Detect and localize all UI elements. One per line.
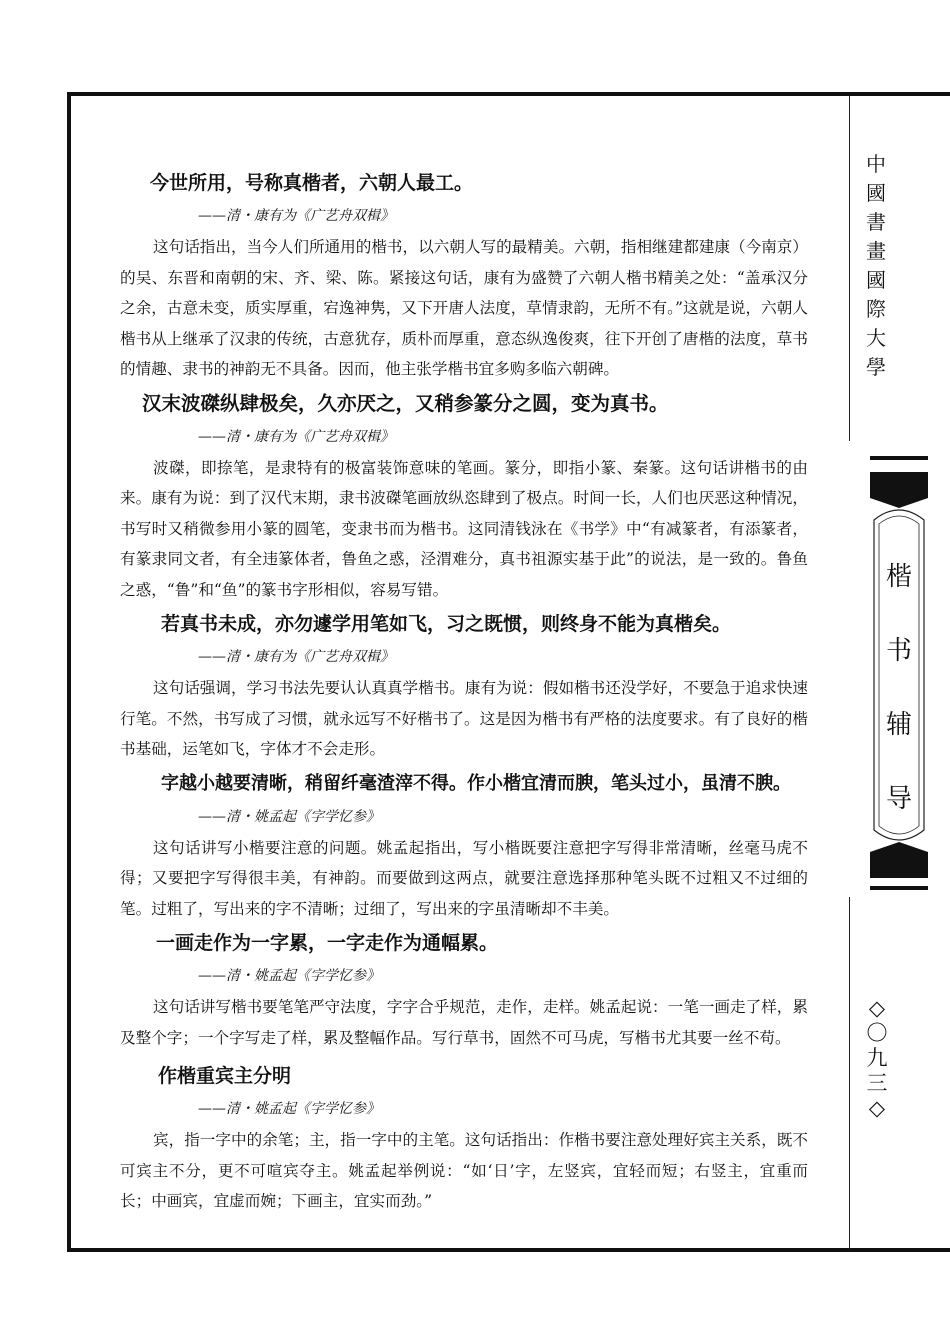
quote-entry: [120, 609, 808, 765]
quote-heading: 今世所用，号称真楷者，六朝人最工。: [150, 172, 474, 194]
page-number-char: 三: [866, 1071, 888, 1095]
commentary-text: 这句话讲写小楷要注意的问题。姚孟起指出，写小楷既要注意把字写得非常清晰，丝毫马虎不得；又要把字写得很丰美，有神韵。而要做到这两点，就要注意选择那种笔头既不过粗又不过细的笔。过粗了，写出来的字不清晰；过细了，写出来的字虽清晰却不丰美。: [120, 838, 808, 918]
quote-source: ——清・康有为《广艺舟双楫》: [198, 208, 394, 224]
quote-entry: [120, 389, 808, 606]
quote-heading: 字越小越要清晰，稍留纤毫渣滓不得。作小楷宜清而腴，笔头过小，虽清不腴。: [161, 772, 791, 794]
quote-entry: [120, 1061, 808, 1217]
quote-heading: 作楷重宾主分明: [158, 1065, 292, 1087]
section-char: 辅: [885, 710, 912, 740]
sidebar-divider-bottom: [849, 897, 850, 1249]
main-content: [120, 168, 808, 1221]
quote-heading: 一画走作为一字累，一字走作为通幅累。: [156, 932, 499, 954]
section-title-vertical: [870, 540, 928, 836]
title-char: 書: [866, 210, 886, 234]
page-number-char: 〇: [866, 1021, 888, 1045]
quote-source: ——清・姚孟起《字学忆参》: [198, 968, 380, 984]
sidebar-divider-top: [849, 96, 850, 441]
page-number-vertical: [866, 996, 888, 1121]
commentary-text: 这句话指出，当今人们所通用的楷书，以六朝人写的最精美。六朝，指相继建都建康（今南京）的吴、东晋和南朝的宋、齐、梁、陈。紧接这句话，康有为盛赞了六朝人楷书精美之处：“盖承汉分之余，古意未变，质实厚重，宕逸神隽，又下开唐人法度，草情隶韵，无所不有。”这就是说，六朝人楷书从上继承了汉隶的传统，古意犹存，质朴而厚重，意态纵逸俊爽，往下开创了唐楷的法度，草书的情趣、隶书的神韵无不具备。因而，他主张学楷书宜多购多临六朝碑。: [120, 238, 808, 378]
quote-source: ——清・康有为《广艺舟双楫》: [198, 649, 394, 665]
quote-entry: [120, 769, 808, 925]
quote-source: ——清・姚孟起《字学忆参》: [198, 1101, 380, 1117]
commentary-text: 宾，指一字中的余笔；主，指一字中的主笔。这句话指出：作楷书要注意处理好宾主关系，既不可宾主不分，更不可喧宾夺主。姚孟起举例说：“如‘日’字，左竖宾，宜轻而短；右竖主，宜重而长；中画宾，宜虚而婉；下画主，宜实而劲。”: [120, 1131, 808, 1210]
page-number-char: 九: [866, 1046, 888, 1070]
title-char: 大: [866, 326, 886, 350]
title-char: 畫: [866, 239, 886, 263]
title-char: 學: [866, 355, 886, 379]
title-char: 國: [866, 268, 886, 292]
quote-source: ——清・康有为《广艺舟双楫》: [198, 428, 394, 445]
quote-source: ——清・姚孟起《字学忆参》: [198, 808, 380, 825]
quote-entry: [120, 928, 808, 1053]
commentary-text: 这句话强调，学习书法先要认认真真学楷书。康有为说：假如楷书还没学好，不要急于追求快速行笔。不然，书写成了习惯，就永远写不好楷书了。这是因为楷书有严格的法度要求。有了良好的楷书基础，运笔如飞，字体才不会走形。: [120, 679, 808, 758]
book-title-vertical: [858, 150, 894, 382]
commentary-text: 波磔，即捺笔，是隶特有的极富装饰意味的笔画。篆分，即指小篆、秦篆。这句话讲楷书的由来。康有为说：到了汉代末期，隶书波磔笔画放纵恣肆到了极点。时间一长，人们也厌恶这种情况，书写时又稍微参用小篆的圆笔，变隶书而为楷书。这同清钱泳在《书学》中“有减篆者，有添篆者，有篆隶同文者，有全违篆体者，鲁鱼之惑，泾渭难分，真书祖源实基于此”的说法，是一致的。鲁鱼之惑，“鲁”和“鱼”的篆书字形相似，容易写错。: [120, 458, 808, 599]
quote-heading: 汉末波磔纵肆极矣，久亦厌之，又稍参篆分之圆，变为真书。: [142, 391, 669, 415]
diamond-icon: ◇: [868, 996, 886, 1020]
quote-heading: 若真书未成，亦勿遽学用笔如飞，习之既惯，则终身不能为真楷矣。: [161, 613, 732, 635]
title-char: 際: [866, 297, 886, 321]
quote-entry: [120, 168, 808, 385]
commentary-text: 这句话讲写楷书要笔笔严守法度，字字合乎规范，走作，走样。姚孟起说：一笔一画走了样，累及整个字；一个字写走了样，累及整幅作品。写行草书，固然不可马虎，写楷书尤其要一丝不苟。: [120, 998, 808, 1047]
title-char: 國: [866, 181, 886, 205]
section-char: 楷: [885, 562, 912, 592]
title-char: 中: [866, 152, 886, 176]
diamond-icon: ◇: [868, 1096, 886, 1120]
section-char: 书: [885, 636, 912, 666]
section-char: 导: [885, 784, 912, 814]
